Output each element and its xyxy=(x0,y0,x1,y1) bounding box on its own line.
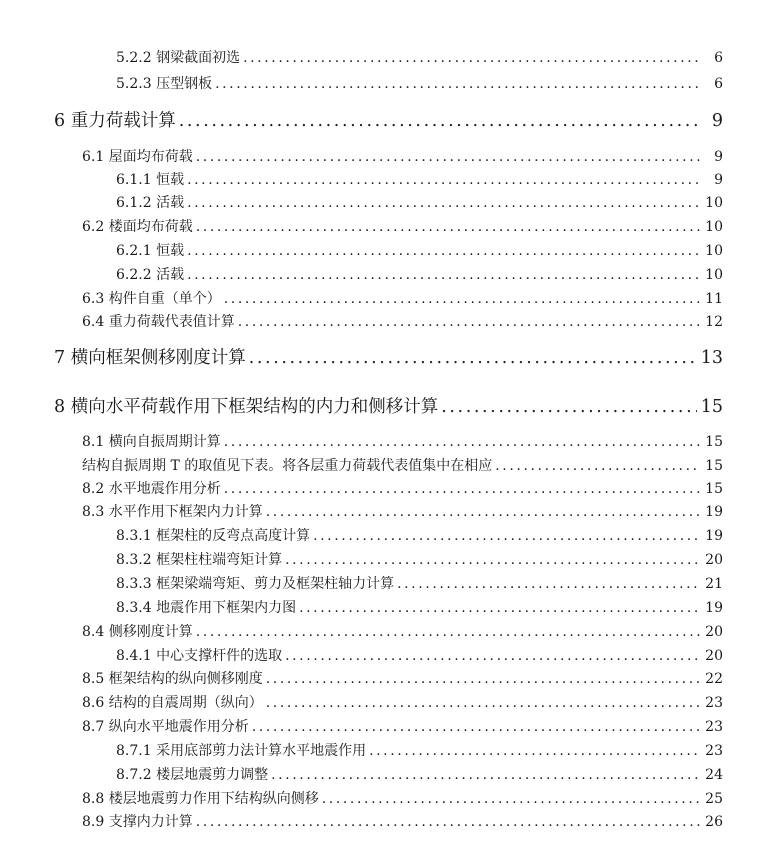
toc-entry[interactable] xyxy=(116,240,723,260)
toc-leader-dots xyxy=(313,528,701,544)
toc-entry-label: 8.1 横向自振周期计算 xyxy=(82,434,221,450)
toc-entry[interactable] xyxy=(82,431,723,451)
toc-leader-dots xyxy=(285,648,701,664)
toc-entry[interactable] xyxy=(82,668,723,688)
toc-leader-dots xyxy=(285,552,701,568)
toc-entry-label: 8 横向水平荷载作用下框架结构的内力和侧移计算 xyxy=(54,397,439,417)
toc-entry-page: 6 xyxy=(714,76,723,92)
toc-entry-page: 13 xyxy=(700,348,723,368)
toc-entry-label: 5.2.3 压型钢板 xyxy=(116,76,213,92)
toc-leader-dots xyxy=(238,314,701,330)
toc-leader-dots xyxy=(322,791,701,807)
toc-entry[interactable] xyxy=(116,740,723,760)
toc-entry-label: 8.3.3 框架梁端弯矩、剪力及框架柱轴力计算 xyxy=(116,576,395,592)
toc-leader-dots xyxy=(187,172,701,188)
toc-leader-dots xyxy=(196,219,701,235)
toc-leader-dots xyxy=(495,458,701,474)
toc-entry-page: 21 xyxy=(705,576,723,592)
toc-entry-label: 6.2.2 活载 xyxy=(116,267,185,283)
toc-entry-page: 9 xyxy=(714,172,723,188)
toc-leader-dots xyxy=(187,267,701,283)
toc-leader-dots xyxy=(187,243,701,259)
toc-entry[interactable] xyxy=(116,549,723,569)
toc-entry-label: 7 横向框架侧移刚度计算 xyxy=(54,348,246,368)
toc-entry[interactable] xyxy=(82,455,723,475)
toc-entry-page: 22 xyxy=(705,671,723,687)
toc-chapter-entry[interactable] xyxy=(54,107,723,132)
toc-entry-page: 23 xyxy=(705,695,723,711)
toc-leader-dots xyxy=(441,397,697,417)
toc-entry[interactable] xyxy=(116,73,723,93)
toc-entry-page: 19 xyxy=(705,600,723,616)
toc-leader-dots xyxy=(271,767,701,783)
toc-entry-label: 8.7.1 采用底部剪力法计算水平地震作用 xyxy=(116,743,367,759)
toc-entry-label: 8.3 水平作用下框架内力计算 xyxy=(82,504,263,520)
toc-leader-dots xyxy=(397,576,701,592)
toc-entry-label: 8.4.1 中心支撑杆件的选取 xyxy=(116,648,283,664)
toc-entry-page: 10 xyxy=(705,195,723,211)
toc-entry-page: 15 xyxy=(700,397,723,417)
toc-entry-label: 8.2 水平地震作用分析 xyxy=(82,481,221,497)
toc-entry-label: 6.1 屋面均布荷载 xyxy=(82,149,193,165)
toc-leader-dots xyxy=(266,695,701,711)
toc-leader-dots xyxy=(179,111,701,131)
toc-entry-page: 23 xyxy=(705,743,723,759)
toc-entry-label: 6.1.1 恒载 xyxy=(116,172,185,188)
toc-entry-page: 9 xyxy=(714,149,723,165)
toc-leader-dots xyxy=(215,76,701,92)
toc-entry-page: 15 xyxy=(705,481,723,497)
toc-entry-page: 26 xyxy=(705,814,723,830)
toc-entry[interactable] xyxy=(82,146,723,166)
toc-leader-dots xyxy=(224,434,701,450)
toc-entry-page: 6 xyxy=(714,50,723,66)
toc-chapter-entry[interactable] xyxy=(54,393,723,418)
toc-entry-label: 6.4 重力荷载代表值计算 xyxy=(82,314,235,330)
toc-entry[interactable] xyxy=(82,478,723,498)
toc-entry-label: 8.3.2 框架柱柱端弯矩计算 xyxy=(116,552,283,568)
toc-entry-label: 8.7 纵向水平地震作用分析 xyxy=(82,719,249,735)
toc-leader-dots xyxy=(266,671,701,687)
toc-entry[interactable] xyxy=(116,573,723,593)
toc-entry[interactable] xyxy=(82,788,723,808)
toc-chapter-entry[interactable] xyxy=(54,344,723,369)
toc-leader-dots xyxy=(249,348,697,368)
toc-entry-page: 20 xyxy=(705,552,723,568)
toc-entry-page: 15 xyxy=(705,434,723,450)
toc-entry[interactable] xyxy=(82,501,723,521)
toc-entry[interactable] xyxy=(116,645,723,665)
toc-entry-label: 6 重力荷载计算 xyxy=(54,111,176,131)
toc-entry[interactable] xyxy=(82,311,723,331)
toc-entry-label: 6.1.2 活载 xyxy=(116,195,185,211)
toc-leader-dots xyxy=(243,50,701,66)
toc-entry[interactable] xyxy=(116,764,723,784)
toc-entry[interactable] xyxy=(116,525,723,545)
toc-entry[interactable] xyxy=(116,47,723,67)
toc-entry[interactable] xyxy=(82,811,723,831)
toc-entry[interactable] xyxy=(82,216,723,236)
toc-leader-dots xyxy=(224,481,701,497)
toc-entry-label: 8.3.1 框架柱的反弯点高度计算 xyxy=(116,528,311,544)
toc-entry[interactable] xyxy=(82,288,723,308)
toc-entry-page: 10 xyxy=(705,267,723,283)
toc-leader-dots xyxy=(266,504,701,520)
toc-entry-label: 8.9 支撑内力计算 xyxy=(82,814,193,830)
toc-entry-page: 19 xyxy=(705,528,723,544)
toc-entry-label: 8.8 楼层地震剪力作用下结构纵向侧移 xyxy=(82,791,319,807)
toc-entry-label: 6.2.1 恒载 xyxy=(116,243,185,259)
toc-entry[interactable] xyxy=(116,192,723,212)
toc-entry[interactable] xyxy=(82,621,723,641)
toc-entry[interactable] xyxy=(116,264,723,284)
toc-entry[interactable] xyxy=(116,597,723,617)
toc-entry-page: 25 xyxy=(705,791,723,807)
toc-entry-page: 11 xyxy=(705,291,723,307)
toc-leader-dots xyxy=(224,291,701,307)
toc-leader-dots xyxy=(196,149,701,165)
toc-entry-label: 8.3.4 地震作用下框架内力图 xyxy=(116,600,297,616)
toc-entry-page: 20 xyxy=(705,624,723,640)
toc-entry[interactable] xyxy=(82,692,723,712)
toc-entry-page: 10 xyxy=(705,243,723,259)
toc-leader-dots xyxy=(196,814,701,830)
toc-entry-page: 23 xyxy=(705,719,723,735)
toc-entry-page: 24 xyxy=(705,767,723,783)
toc-leader-dots xyxy=(196,624,701,640)
toc-entry-page: 20 xyxy=(705,648,723,664)
toc-entry-label: 5.2.2 钢梁截面初选 xyxy=(116,50,241,66)
toc-leader-dots xyxy=(252,719,701,735)
toc-entry-label: 8.6 结构的自震周期（纵向） xyxy=(82,695,263,711)
toc-leader-dots xyxy=(187,195,701,211)
toc-entry-label: 8.4 侧移刚度计算 xyxy=(82,624,193,640)
toc-entry-page: 15 xyxy=(705,458,723,474)
toc-entry-page: 10 xyxy=(705,219,723,235)
toc-entry-label: 6.3 构件自重（单个） xyxy=(82,291,221,307)
toc-leader-dots xyxy=(369,743,701,759)
toc-entry-label: 结构自振周期 T 的取值见下表。将各层重力荷载代表值集中在相应 xyxy=(82,458,493,474)
toc-entry[interactable] xyxy=(116,169,723,189)
toc-entry-label: 6.2 楼面均布荷载 xyxy=(82,219,193,235)
toc-entry-page: 9 xyxy=(711,111,723,131)
toc-leader-dots xyxy=(299,600,701,616)
toc-entry-label: 8.5 框架结构的纵向侧移刚度 xyxy=(82,671,263,687)
toc-entry-page: 12 xyxy=(705,314,723,330)
toc-entry-page: 19 xyxy=(705,504,723,520)
toc-entry[interactable] xyxy=(82,716,723,736)
toc-entry-label: 8.7.2 楼层地震剪力调整 xyxy=(116,767,269,783)
